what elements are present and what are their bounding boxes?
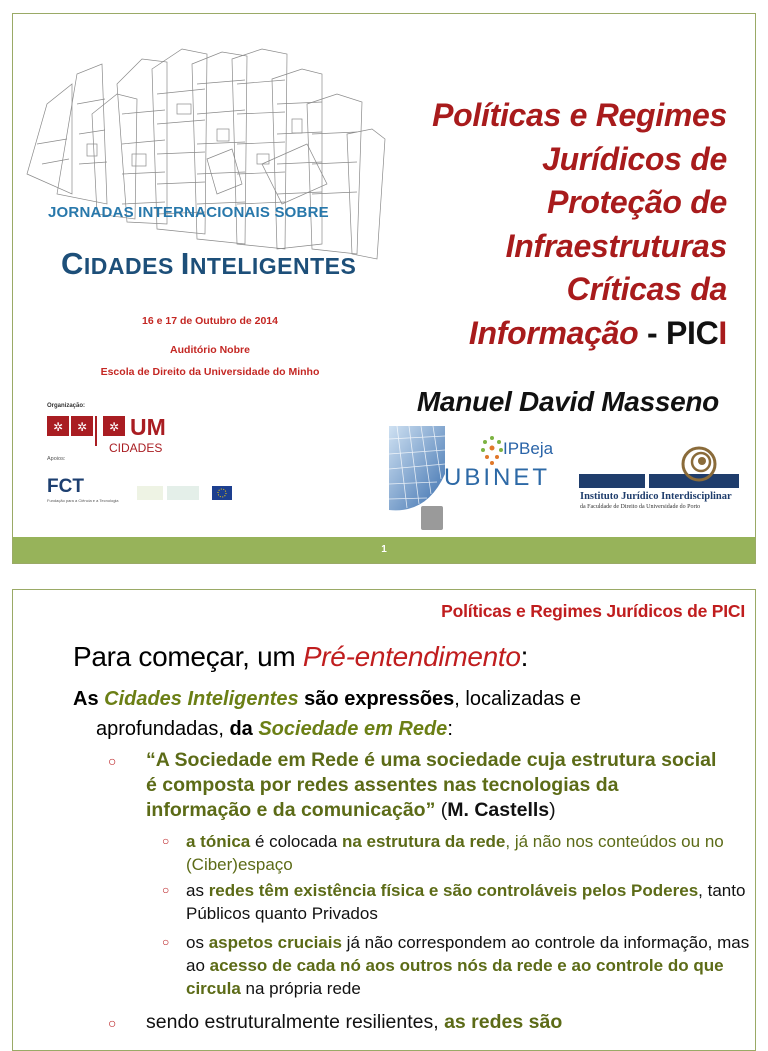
ipbeja-logo: IPBeja: [503, 439, 554, 458]
intro-paragraph: As Cidades Inteligentes são expressões, localizadas e aprofundadas, da Sociedade em Rede:: [73, 688, 582, 740]
sub-bullet-tonica: ○ a tónica é colocada na estrutura da rede, já não nos conteúdos ou no (Ciber)espaço: [162, 832, 724, 874]
bullet-circle-icon: ○: [162, 883, 170, 897]
presentation-title: Políticas e Regimes Jurídicos de Proteção de Infraestruturas Críticas da Informação - PICI: [432, 97, 727, 351]
event-title: CIDADES INTELIGENTES: [61, 246, 357, 281]
bullet-circle-icon: ○: [108, 1015, 117, 1031]
slide-1: [12, 13, 756, 564]
organization-label: Organização:: [47, 403, 86, 409]
event-subtitle: JORNADAS INTERNACIONAIS SOBRE: [48, 204, 329, 221]
city-buildings-sketch: [17, 44, 387, 274]
svg-text:✲: ✲: [52, 420, 64, 434]
bullet-circle-icon: ○: [162, 834, 170, 848]
svg-text:✲: ✲: [76, 420, 88, 434]
ubinet-globe-logo: [387, 424, 447, 534]
page-number: 1: [381, 544, 387, 555]
iji-subtitle: da Faculdade de Direito da Universidade do Porto: [580, 504, 701, 510]
bullet-resilientes: ○ sendo estruturalmente resilientes, as redes são: [108, 1010, 728, 1035]
slide-2: [12, 589, 756, 1051]
bullet-circle-icon: ○: [162, 935, 170, 949]
ubinet-logo-text: UBINET: [444, 464, 551, 491]
slide-heading: Para começar, um Pré-entendimento:: [73, 641, 529, 672]
svg-text:UM: UM: [130, 416, 166, 440]
event-venue: Auditório Nobre: [170, 344, 250, 356]
slide-footer: [13, 537, 755, 563]
fct-subtitle: Fundação para a Ciência e a Tecnologia: [47, 498, 119, 503]
bullet-circle-icon: ○: [108, 753, 117, 769]
bullet-castells-quote: ○ “A Sociedade em Rede é uma sociedade cuja estrutura social é composta por redes assentes nas tecnologias da informação e da comunicação” (M. Castells): [108, 749, 717, 821]
fct-logo: FCT: [47, 476, 84, 497]
uminho-um-cidades-logo: [47, 416, 177, 454]
ipbeja-dots-icon: [479, 434, 505, 468]
sub-bullet-redes: ○ as redes têm existência física e são controláveis pelos Poderes, tanto Públicos quanto Privados: [162, 881, 746, 923]
support-label: Apoios:: [47, 456, 66, 462]
slide-header: Políticas e Regimes Jurídicos de PICI: [441, 601, 745, 621]
svg-text:✲: ✲: [108, 420, 120, 434]
svg-text:CIDADES: CIDADES: [109, 441, 163, 454]
sub-bullet-aspetos: ○ os aspetos cruciais já não correspondem ao controle da informação, mas ao acesso de cada nó aos outros nós da rede e ao controle do que circula na própria rede: [162, 933, 750, 998]
iji-name: Instituto Jurídico Interdisciplinar: [580, 491, 732, 502]
event-school: Escola de Direito da Universidade do Minho: [100, 366, 320, 378]
sponsor-logos: [137, 484, 237, 504]
author-name: Manuel David Masseno: [416, 386, 719, 417]
iji-shell-logo: [577, 444, 742, 492]
event-date: 16 e 17 de Outubro de 2014: [142, 315, 278, 327]
